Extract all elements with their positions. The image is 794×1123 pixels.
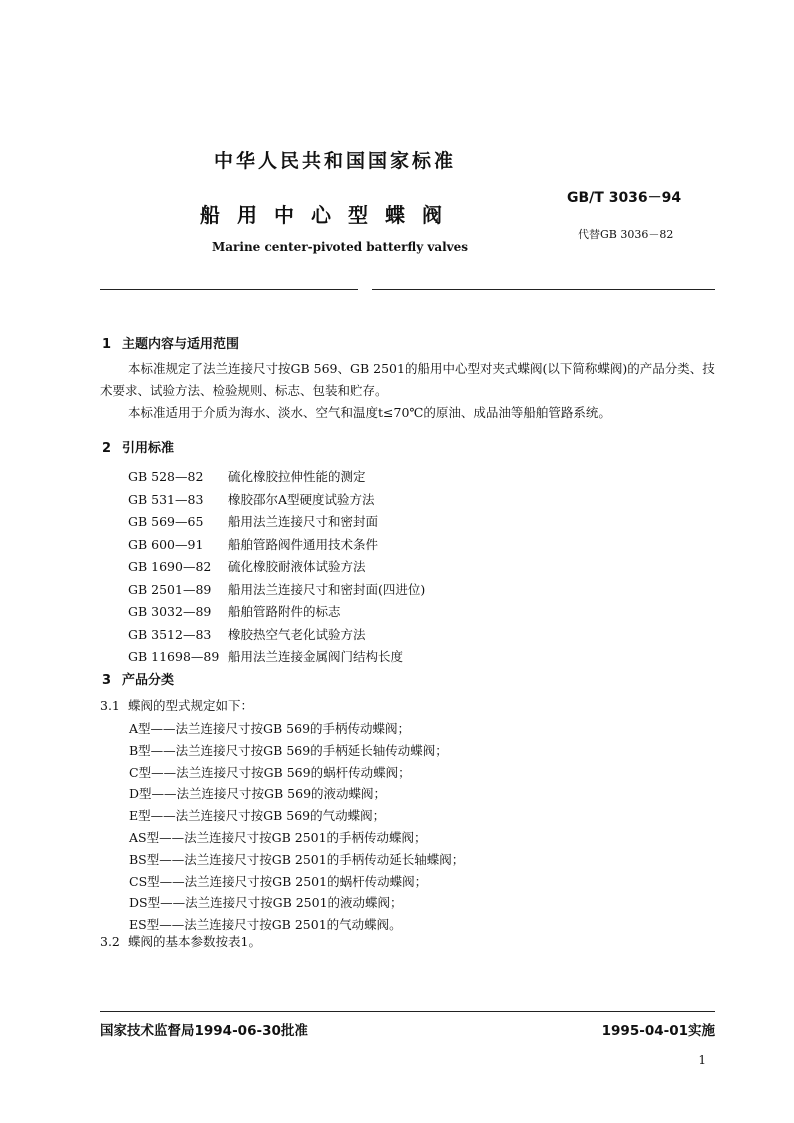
list-item: AS型——法兰连接尺寸按GB 2501的手柄传动蝶阀； [129,829,427,845]
ref-title: 船用法兰连接金属阀门结构长度 [228,649,404,664]
list-item: D型——法兰连接尺寸按GB 569的液动蝶阀； [129,786,387,802]
approval-date: 国家技术监督局1994-06-30批准 [100,1023,308,1039]
section-1-title: 主题内容与适用范围 [122,337,240,352]
standard-number: GB/T 3036－94 [567,190,682,206]
section-1-heading [102,333,239,352]
ref-code: GB 600—91 [128,536,204,552]
list-item [128,511,425,534]
header-divider-left [100,289,358,290]
footer-divider [100,1011,715,1012]
ref-code: GB 569—65 [128,514,204,529]
list-item [128,489,425,512]
clause-3-2 [100,932,261,950]
valve-type-list [129,718,464,936]
clause-3-2-text: 蝶阀的基本参数按表1。 [128,934,261,949]
section-3-number: 3 [102,673,112,688]
list-item: DS型——法兰连接尺寸按GB 2501的液动蝶阀； [129,895,403,911]
section-2-number: 2 [102,441,112,456]
replaces-note: 代替GB 3036－82 [578,228,674,241]
section-2-title: 引用标准 [122,441,175,456]
ref-title: 船舶管路附件的标志 [228,604,341,619]
clause-3-1 [100,696,253,714]
ref-code: GB 1690—82 [128,559,212,574]
ref-code: GB 3512—83 [128,626,212,642]
list-item [128,601,425,624]
list-item: B型——法兰连接尺寸按GB 569的手柄延长轴传动蝶阀； [129,742,448,758]
section-1-paragraph-2: 本标准适用于介质为海水、淡水、空气和温度t≤70℃的原油、成品油等船舶管路系统。 [128,405,611,420]
section-2-heading [102,437,174,456]
ref-code: GB 531—83 [128,491,204,507]
list-item: C型——法兰连接尺寸按GB 569的蜗杆传动蝶阀； [129,764,411,780]
section-3-heading [102,669,174,688]
ref-title: 硫化橡胶拉伸性能的测定 [228,469,366,484]
list-item [128,579,425,602]
section-1-number: 1 [102,337,112,352]
clause-3-1-text: 蝶阀的型式规定如下： [128,698,254,713]
ref-title: 船用法兰连接尺寸和密封面(四进位) [228,581,426,597]
clause-3-1-number: 3.1 [100,698,120,713]
list-item: E型——法兰连接尺寸按GB 569的气动蝶阀； [129,808,386,824]
ref-code: GB 528—82 [128,469,204,484]
list-item [128,624,425,647]
list-item: BS型——法兰连接尺寸按GB 2501的手柄传动延长轴蝶阀； [129,851,465,867]
ref-title: 橡胶热空气老化试验方法 [228,626,366,642]
implementation-date: 1995-04-01实施 [601,1023,715,1039]
ref-title: 橡胶邵尔A型硬度试验方法 [228,491,375,507]
ref-title: 船用法兰连接尺寸和密封面 [228,514,379,529]
list-item: ES型——法兰连接尺寸按GB 2501的气动蝶阀。 [129,917,402,933]
page-number: 1 [698,1053,706,1067]
list-item: A型——法兰连接尺寸按GB 569的手柄传动蝶阀； [129,721,411,736]
ref-title: 船舶管路阀件通用技术条件 [228,536,379,552]
section-3-title: 产品分类 [122,673,175,688]
ref-code: GB 11698—89 [128,649,220,664]
document-title: 船用中心型蝶阀 [200,203,459,227]
clause-3-2-number: 3.2 [100,934,120,949]
ref-title: 硫化橡胶耐液体试验方法 [228,559,366,574]
list-item [128,556,425,579]
ref-code: GB 3032—89 [128,604,212,619]
list-item [128,466,425,489]
referenced-standards-list [128,466,425,669]
list-item [128,646,425,669]
english-title: Marine center-pivoted batterfly valves [212,240,469,254]
national-standard-heading: 中华人民共和国国家标准 [214,150,457,172]
section-1-paragraph-1: 本标准规定了法兰连接尺寸按GB 569、GB 2501的船用中心型对夹式蝶阀(以下简称蝶阀)的产品分类、技术要求、试验方法、检验规则、标志、包装和贮存。 [100,361,715,398]
list-item: CS型——法兰连接尺寸按GB 2501的蜗杆传动蝶阀； [129,873,428,889]
header-divider-right [372,289,715,290]
ref-code: GB 2501—89 [128,581,212,597]
list-item [128,534,425,557]
